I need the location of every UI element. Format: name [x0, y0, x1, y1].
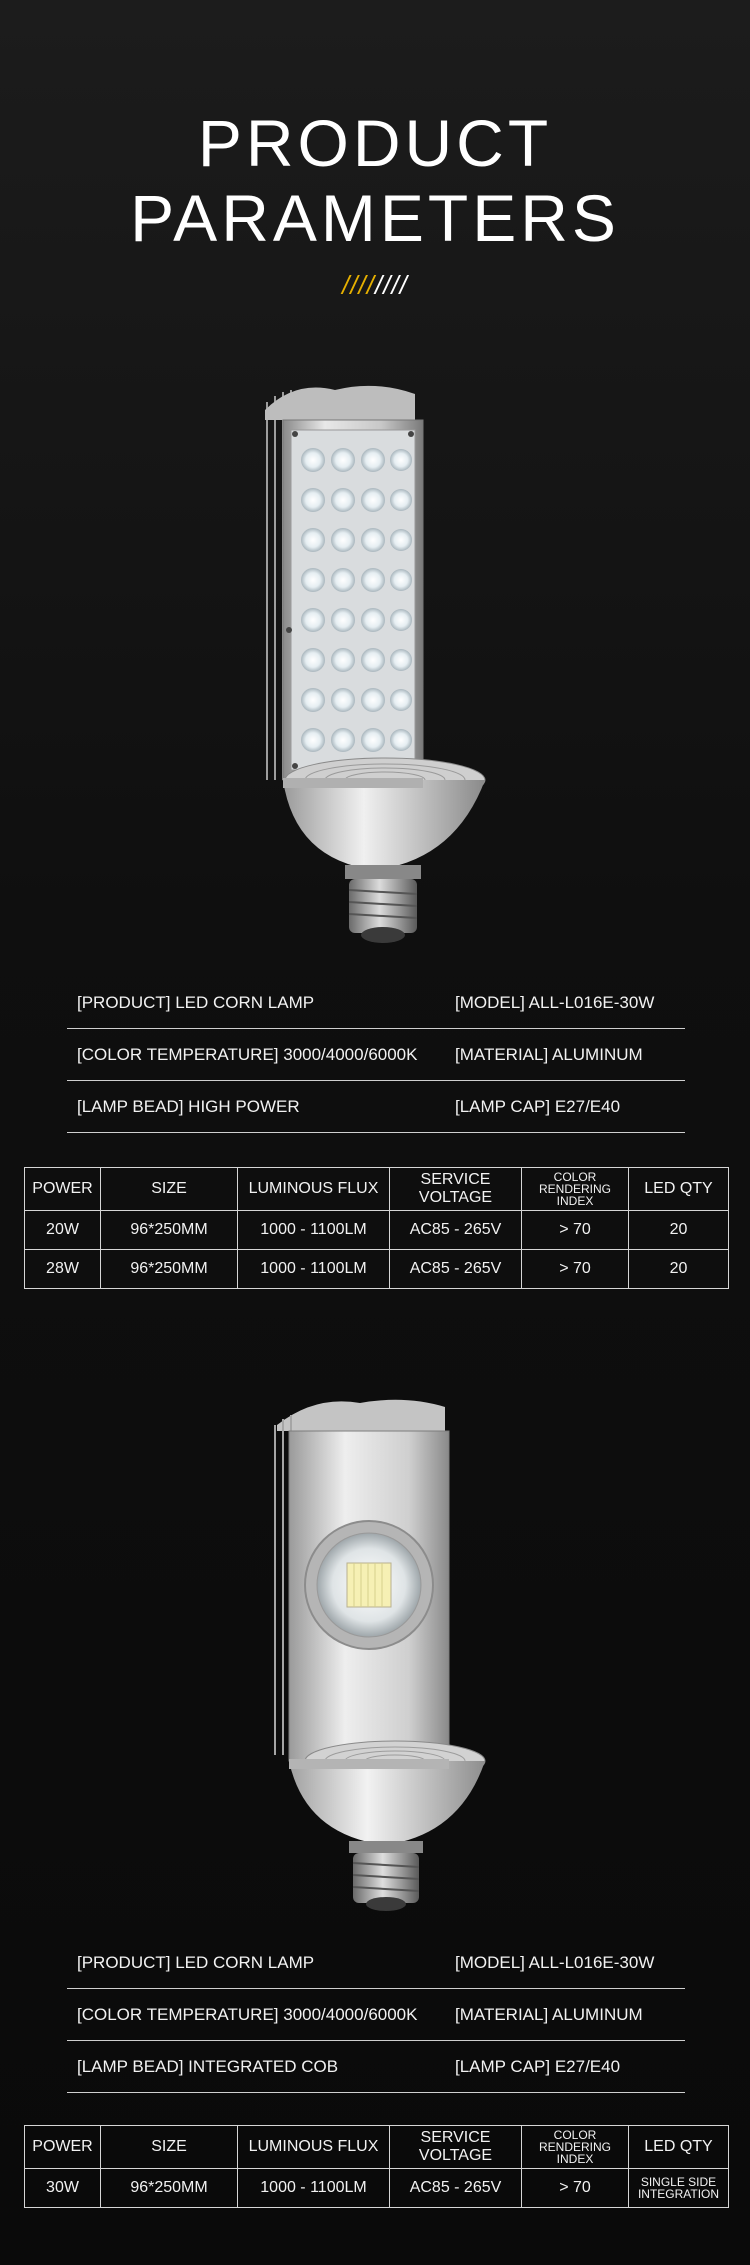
header-service-voltage: SERVICE VOLTAGE — [390, 1168, 522, 1211]
header-cri-line2: RENDERING — [538, 1182, 611, 1196]
cell: 20 — [629, 1250, 729, 1289]
param-material: [MATERIAL] ALUMINUM — [455, 1044, 643, 1064]
cob-corn-lamp-image — [265, 1395, 495, 1915]
led-qty-line1: SINGLE SIDE — [640, 2175, 717, 2189]
param-model: [MODEL] ALL-L016E-30W — [455, 1952, 655, 1972]
param-row — [67, 2041, 685, 2093]
led-corn-lamp-image — [255, 380, 495, 950]
cell — [629, 2169, 729, 2208]
param-lamp-cap: [LAMP CAP] E27/E40 — [455, 1096, 621, 1116]
table-row — [25, 1211, 729, 1250]
param-row — [67, 1029, 685, 1081]
cell: > 70 — [522, 2169, 629, 2208]
header-led-qty: LED QTY — [629, 2126, 729, 2169]
title-divider — [0, 270, 750, 301]
param-lamp-bead: [LAMP BEAD] INTEGRATED COB — [77, 2056, 339, 2076]
header-cri — [522, 1168, 629, 1211]
param-product: [PRODUCT] LED CORN LAMP — [77, 992, 315, 1012]
cell: 96*250MM — [101, 2169, 238, 2208]
cell: 20W — [25, 1211, 101, 1250]
header-power: POWER — [25, 2126, 101, 2169]
cell: AC85 - 265V — [390, 1211, 522, 1250]
cell: 28W — [25, 1250, 101, 1289]
header-size: SIZE — [101, 1168, 238, 1211]
param-row — [67, 1989, 685, 2041]
param-color-temperature: [COLOR TEMPERATURE] 3000/4000/6000K — [77, 1044, 418, 1064]
led-qty-line2: INTEGRATION — [637, 2187, 720, 2201]
header-power: POWER — [25, 1168, 101, 1211]
table-row — [25, 2169, 729, 2208]
spec-params-1 — [67, 977, 685, 1133]
spec-table-2 — [24, 2125, 729, 2208]
param-product: [PRODUCT] LED CORN LAMP — [77, 1952, 315, 1972]
param-row — [67, 1081, 685, 1133]
divider-white: //// — [375, 270, 408, 300]
param-color-temperature: [COLOR TEMPERATURE] 3000/4000/6000K — [77, 2004, 418, 2024]
cell: AC85 - 265V — [390, 2169, 522, 2208]
param-model: [MODEL] ALL-L016E-30W — [455, 992, 655, 1012]
cell: 1000 - 1100LM — [238, 2169, 390, 2208]
header-luminous-flux: LUMINOUS FLUX — [238, 2126, 390, 2169]
param-lamp-bead: [LAMP BEAD] HIGH POWER — [77, 1096, 300, 1116]
header-cri — [522, 2126, 629, 2169]
cell: > 70 — [522, 1211, 629, 1250]
cell: > 70 — [522, 1250, 629, 1289]
header-size: SIZE — [101, 2126, 238, 2169]
header-cri-line3: INDEX — [556, 2152, 594, 2166]
divider-yellow: //// — [342, 270, 375, 300]
param-material: [MATERIAL] ALUMINUM — [455, 2004, 643, 2024]
table-header-row — [25, 2126, 729, 2169]
header-cri-line2: RENDERING — [538, 2140, 611, 2154]
header-cri-line3: INDEX — [556, 1194, 594, 1208]
param-lamp-cap: [LAMP CAP] E27/E40 — [455, 2056, 621, 2076]
page-title-line1: PRODUCT — [197, 106, 553, 180]
spec-params-2 — [67, 1937, 685, 2093]
page-title-line2: PARAMETERS — [130, 181, 620, 255]
header-led-qty: LED QTY — [629, 1168, 729, 1211]
header-cri-line1: COLOR — [553, 1170, 597, 1184]
cell: 96*250MM — [101, 1250, 238, 1289]
cell: 96*250MM — [101, 1211, 238, 1250]
header-luminous-flux: LUMINOUS FLUX — [238, 1168, 390, 1211]
cell: 1000 - 1100LM — [238, 1211, 390, 1250]
cell: 30W — [25, 2169, 101, 2208]
param-row — [67, 1937, 685, 1989]
spec-table-1 — [24, 1167, 729, 1289]
param-row — [67, 977, 685, 1029]
table-header-row — [25, 1168, 729, 1211]
table-row — [25, 1250, 729, 1289]
header-cri-line1: COLOR — [553, 2128, 597, 2142]
cell: AC85 - 265V — [390, 1250, 522, 1289]
header-service-voltage: SERVICE VOLTAGE — [390, 2126, 522, 2169]
cell: 20 — [629, 1211, 729, 1250]
cell: 1000 - 1100LM — [238, 1250, 390, 1289]
